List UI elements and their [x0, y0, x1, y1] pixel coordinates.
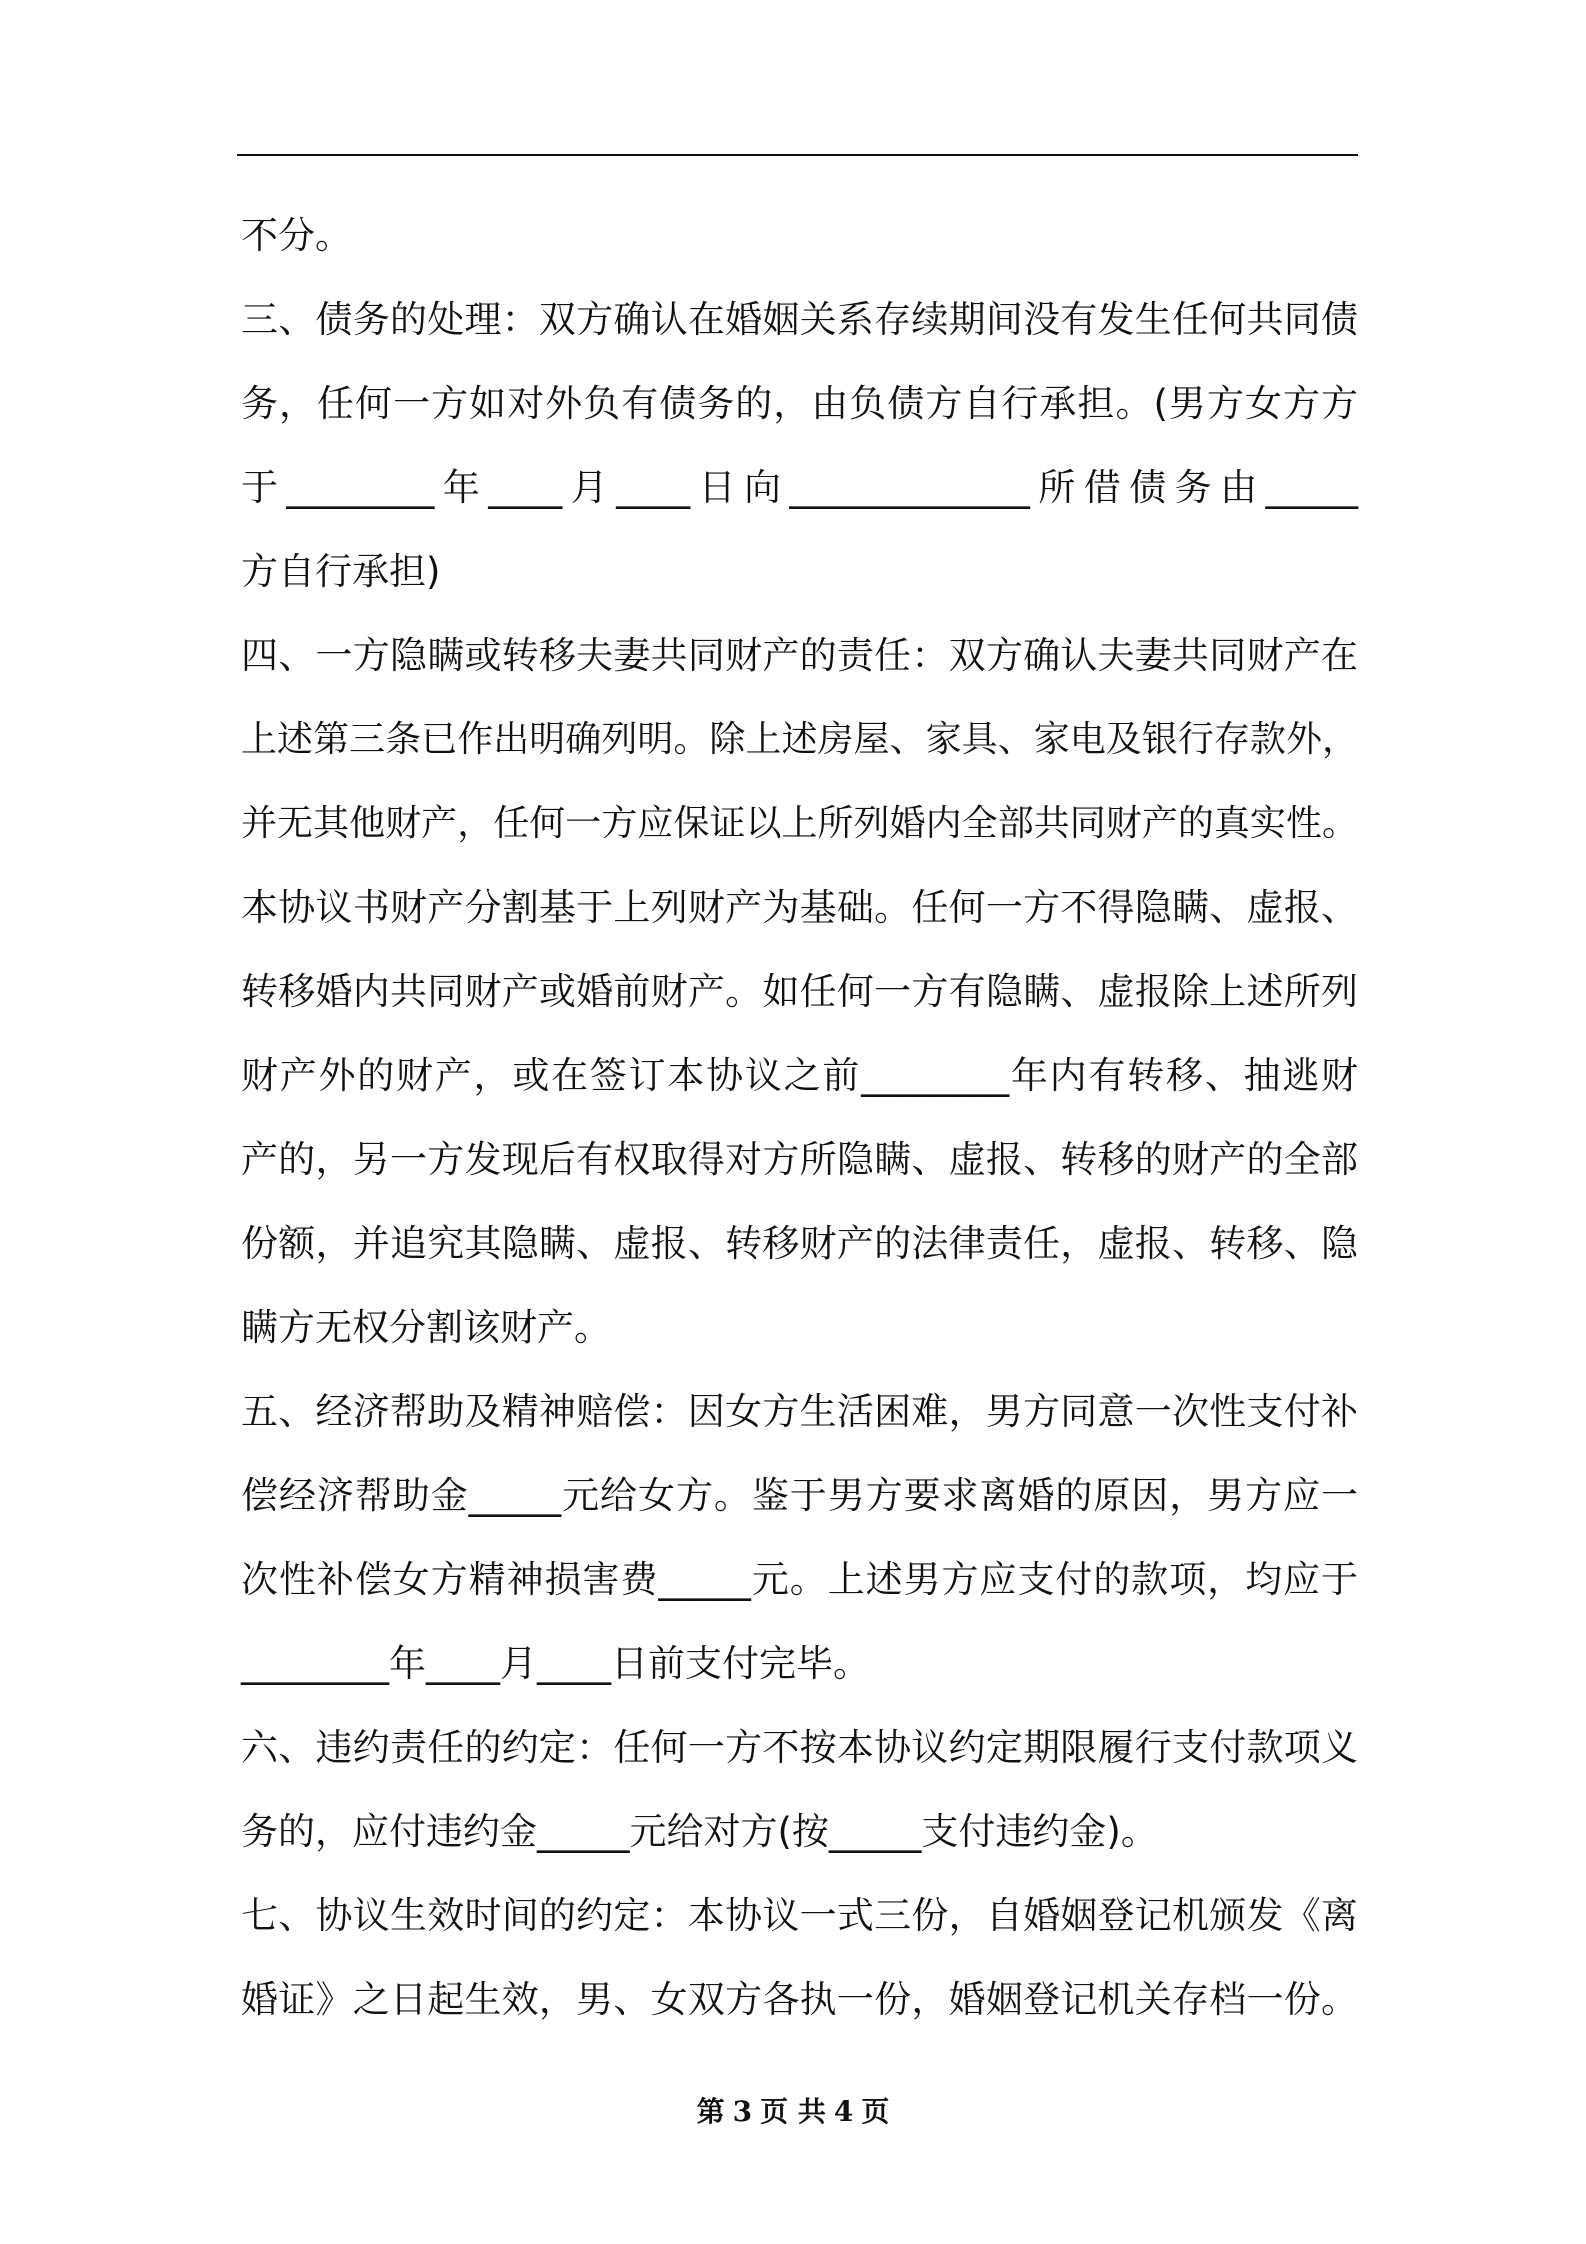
text-line: 产的，另一方发现后有权取得对方所隐瞒、虚报、转移的财产的全部 [241, 1138, 1358, 1181]
text-line: 本协议书财产分割基于上列财产为基础。任何一方不得隐瞒、虚报、 [241, 886, 1358, 929]
footer-suffix: 页 [861, 2095, 890, 2128]
text-line: 财产外的财产，或在签订本协议之前________年内有转移、抽逃财 [241, 1054, 1358, 1097]
current-page-number: 3 [732, 2095, 753, 2128]
text-line: 次性补偿女方精神损害费_____元。上述男方应支付的款项，均应于 [241, 1558, 1358, 1601]
text-line: 转移婚内共同财产或婚前财产。如任何一方有隐瞒、虚报除上述所列 [241, 970, 1358, 1013]
text-line: 于________年____月____日向_____________所借债务由_____ [241, 466, 1358, 509]
text-line: 不分。 [241, 214, 352, 257]
text-line: 上述第三条已作出明确列明。除上述房屋、家具、家电及银行存款外， [241, 719, 1358, 760]
text-line: 五、经济帮助及精神赔偿：因女方生活困难，男方同意一次性支付补 [241, 1390, 1358, 1433]
header-rule [237, 154, 1358, 156]
total-page-number: 4 [833, 2095, 854, 2128]
text-line: 方自行承担) [241, 550, 441, 593]
text-line: 并无其他财产，任何一方应保证以上所列婚内全部共同财产的真实性。 [241, 803, 1358, 844]
text-line: 三、债务的处理：双方确认在婚姻关系存续期间没有发生任何共同债 [241, 298, 1358, 341]
document-body [241, 194, 1358, 2042]
text-line: 四、一方隐瞒或转移夫妻共同财产的责任：双方确认夫妻共同财产在 [241, 634, 1358, 677]
text-line: 份额，并追究其隐瞒、虚报、转移财产的法律责任，虚报、转移、隐 [241, 1222, 1358, 1265]
text-line: 瞒方无权分割该财产。 [241, 1306, 611, 1349]
text-line: 偿经济帮助金_____元给女方。鉴于男方要求离婚的原因，男方应一 [241, 1474, 1358, 1517]
footer-prefix: 第 [696, 2095, 725, 2128]
text-line: 六、违约责任的约定：任何一方不按本协议约定期限履行支付款项义 [241, 1726, 1358, 1769]
text-line: 务的，应付违约金_____元给对方(按_____支付违约金)。 [241, 1810, 1158, 1853]
text-line: ________年____月____日前支付完毕。 [241, 1642, 870, 1685]
footer-mid: 页 共 [760, 2095, 826, 2128]
text-line: 务，任何一方如对外负有债务的，由负债方自行承担。(男方女方方 [241, 382, 1358, 425]
text-line: 婚证》之日起生效，男、女双方各执一份，婚姻登记机关存档一份。 [241, 1978, 1358, 2021]
text-line: 七、协议生效时间的约定：本协议一式三份，自婚姻登记机颁发《离 [241, 1894, 1358, 1937]
page-footer [0, 2092, 1586, 2132]
